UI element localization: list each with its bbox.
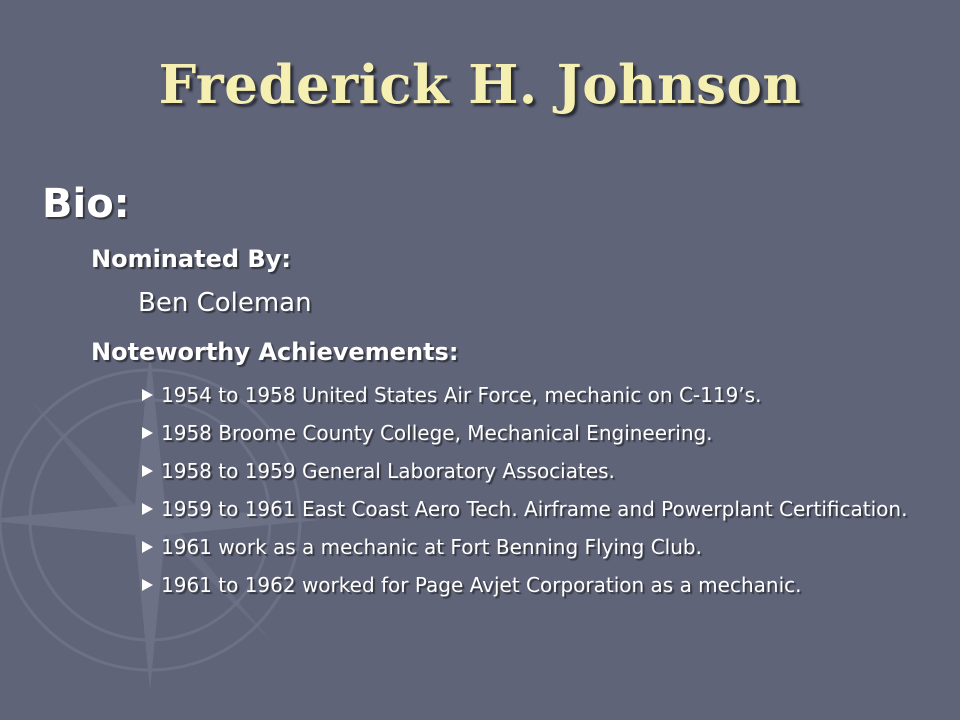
achievement-text: 1961 work as a mechanic at Fort Benning Flying Club.	[161, 535, 702, 559]
achievements-label: Noteworthy Achievements:	[91, 338, 459, 366]
right-pointer-triangle-icon	[142, 579, 153, 591]
section-heading: Bio:	[42, 181, 130, 227]
list-item	[142, 495, 922, 524]
list-item	[142, 571, 922, 600]
list-item	[142, 533, 922, 562]
achievement-text: 1958 to 1959 General Laboratory Associates.	[161, 459, 615, 483]
achievement-text: 1958 Broome County College, Mechanical Engineering.	[161, 421, 713, 445]
achievement-text: 1961 to 1962 worked for Page Avjet Corporation as a mechanic.	[161, 573, 802, 597]
list-item	[142, 419, 922, 448]
page-title: Frederick H. Johnson	[158, 54, 802, 116]
achievement-text: 1954 to 1958 United States Air Force, mechanic on C-119’s.	[161, 383, 762, 407]
achievements-list	[142, 381, 922, 609]
nominator-name: Ben Coleman	[138, 288, 312, 318]
nominated-by-label: Nominated By:	[91, 245, 291, 273]
right-pointer-triangle-icon	[142, 427, 153, 439]
right-pointer-triangle-icon	[142, 389, 153, 401]
list-item	[142, 457, 922, 486]
achievement-text: 1959 to 1961 East Coast Aero Tech. Airframe and Powerplant Certification.	[161, 497, 908, 521]
right-pointer-triangle-icon	[142, 541, 153, 553]
right-pointer-triangle-icon	[142, 465, 153, 477]
right-pointer-triangle-icon	[142, 503, 153, 515]
list-item	[142, 381, 922, 410]
